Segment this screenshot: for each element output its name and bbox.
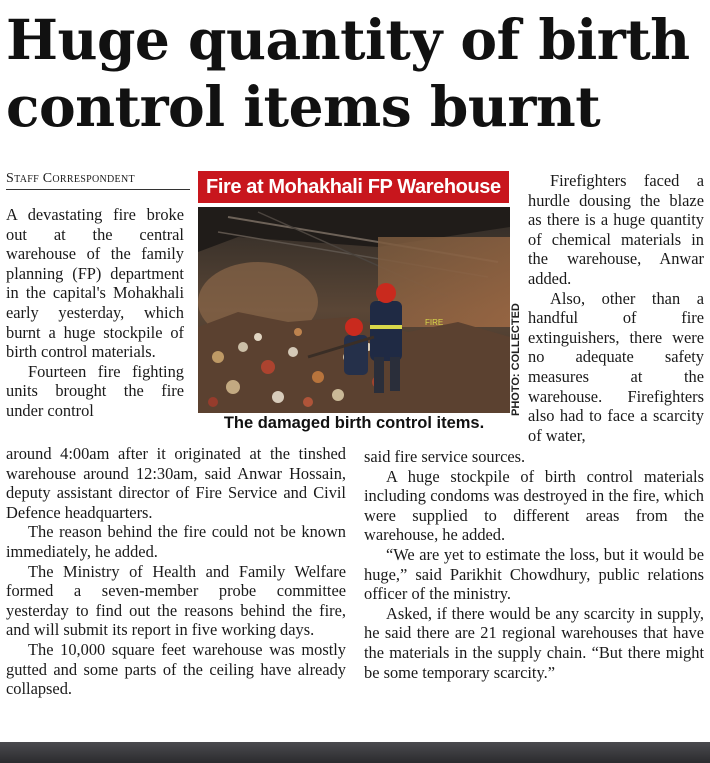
fire-scene-illustration — [198, 207, 510, 413]
fire-scene-image — [198, 207, 510, 413]
bottom-right-paragraph-3: “We are yet to estimate the loss, but it would be huge,” said Parikhit Chowdhury, public relations officer of the ministry. — [364, 544, 704, 604]
left-column — [6, 205, 184, 421]
photo-label: Fire at Mohakhali FP Warehouse — [198, 171, 509, 203]
bottom-left-paragraph-2: The reason behind the fire could not be known immediately, he added. — [6, 522, 346, 561]
bottom-right-paragraph-2: A huge stockpile of birth control materials including condoms was destroyed in the fire, which were supplied to different areas from the warehouse, he added. — [364, 466, 704, 545]
photo-credit: PHOTO: COLLECTED — [510, 303, 522, 416]
helmet-text: FIRE — [425, 318, 444, 327]
bottom-right-paragraph-1: said fire service sources. — [364, 447, 526, 466]
right-paragraph-1: Firefighters faced a hurdle dousing the blaze as there is a huge quantity of chemical materials in the warehouse, Anwar added. — [528, 171, 704, 288]
left-paragraph-2: Fourteen fire fighting units brought the fire under control — [6, 361, 184, 420]
bottom-strip — [0, 742, 710, 763]
bottom-left-column — [6, 444, 346, 699]
left-paragraph-1: A devastating fire broke out at the central warehouse of the family planning (FP) department in the capital's Mohakhali early yesterday, which burnt a huge stockpile of birth control materials. — [6, 205, 184, 362]
headline: Huge quantity of birth control items burnt — [6, 7, 690, 139]
bottom-left-paragraph-3: The Ministry of Health and Family Welfare formed a seven-member probe committee yesterday to find out the reasons behind the fire, and will submit its report in five working days. — [6, 561, 346, 640]
bottom-right-paragraph-4: Asked, if there would be any scarcity in supply, he said there are 21 regional warehouses that have the materials in the supply chain. “But there might be some temporary scarcity.” — [364, 603, 704, 682]
photo-caption: The damaged birth control items. — [223, 414, 485, 432]
right-column — [528, 171, 704, 445]
byline: Staff Correspondent — [6, 171, 190, 190]
bottom-left-paragraph-1: around 4:00am after it originated at the tinshed warehouse around 12:30am, said Anwar Hossain, deputy assistant director of Fire Service and Civil Defence headquarters. — [6, 444, 346, 522]
right-paragraph-2: Also, other than a handful of fire extinguishers, there were no adequate safety measures at the warehouse. Firefighters also had to face a scarcity of water, — [528, 288, 704, 445]
bottom-right-column — [364, 447, 704, 682]
bottom-left-paragraph-4: The 10,000 square feet warehouse was mostly gutted and some parts of the ceiling have already collapsed. — [6, 639, 346, 699]
news-photo — [198, 171, 510, 441]
